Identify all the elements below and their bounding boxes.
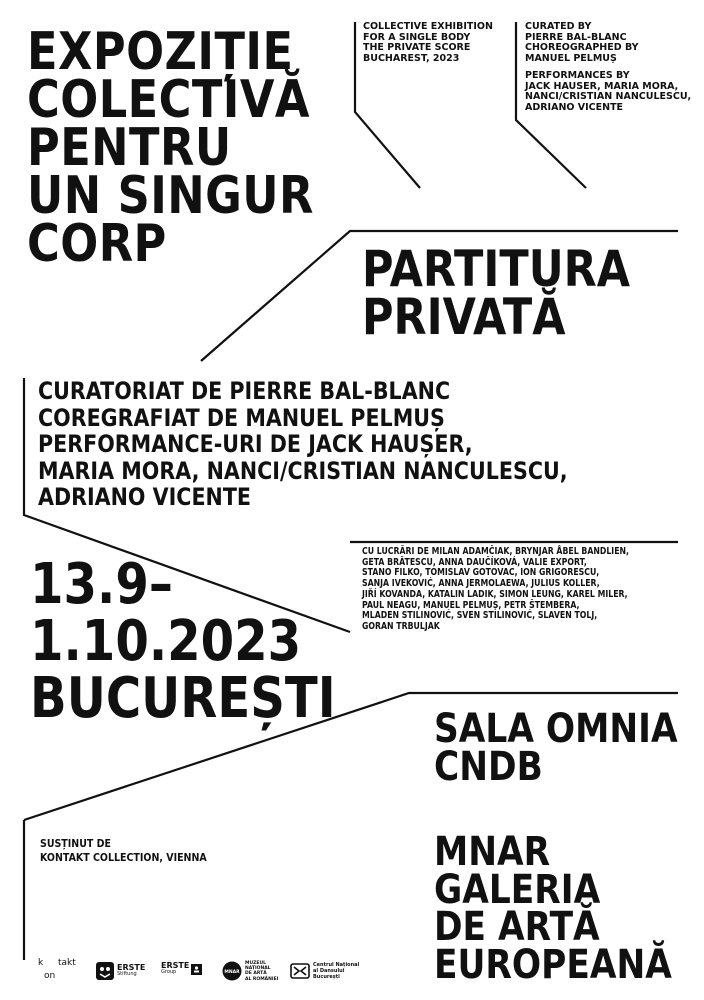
title-en-line-1: COLLECTIVE EXHIBITION — [363, 21, 493, 32]
title-line-1: EXPOZIȚIE — [27, 22, 294, 82]
credits-ro-line-2: COREGRAFIAT DE MANUEL PELMUȘ — [38, 403, 445, 432]
exhibition-dates — [30, 552, 385, 731]
venue-2 — [434, 829, 704, 988]
artists-line-7: MLADEN STILINOVIĆ, SVEN STILINOVIĆ, SLAVEN TOLJ, — [362, 610, 598, 622]
artists-line-8: GORAN TRBULJAK — [362, 620, 440, 632]
credits-en-perf-1: PERFORMANCES BY — [525, 70, 630, 81]
credits-ro-line-3: PERFORMANCE-URI DE JACK HAUȘER, — [38, 430, 473, 458]
credits-ro-line-5: ADRIANO VICENTE — [38, 483, 252, 511]
erste-stiftung-icon — [96, 962, 114, 980]
venue-2-line-3: DE ARTĂ — [434, 904, 600, 950]
artists-line-4: SANJA IVEKOVIĆ, ANNA JERMOLAEWA, JULIUS KOLLER, — [362, 578, 600, 590]
credits-ro — [38, 379, 654, 512]
credits-en-perf-3: NANCI/CRISTIAN NANCULESCU, — [525, 91, 692, 103]
credits-en-curated — [525, 22, 639, 64]
credits-en-perf-2: JACK HAUSER, MARIA MORA, — [525, 80, 679, 92]
credits-ro-line-1: CURATORIAT DE PIERRE BAL-BLANC — [38, 377, 451, 405]
credits-en-curated-2: PIERRE BAL-BLANC — [525, 31, 627, 43]
venue-1-line-2: CNDB — [434, 743, 543, 790]
main-title-ro — [27, 22, 361, 274]
subtitle-line-1: PARTITURA — [362, 240, 630, 298]
artists-line-3: STANO FILKO, TOMISLAV GOTOVAC, ION GRIGORESCU, — [362, 567, 600, 579]
credits-en-curated-4: MANUEL PELMUȘ — [525, 52, 617, 64]
city: BUCUREȘTI — [30, 666, 336, 731]
subtitle-line-2: PRIVATĂ — [362, 288, 566, 346]
venue-1 — [434, 706, 704, 790]
venue-2-line-2: GALERIA — [434, 866, 601, 913]
venue-2-line-1: MNAR — [434, 829, 551, 875]
title-en-line-4: BUCHAREST, 2023 — [363, 52, 460, 64]
support-credit — [40, 837, 234, 865]
venue-1-line-1: SALA OMNIA — [434, 706, 678, 752]
support-line-2: KONTAKT COLLECTION, VIENNA — [40, 851, 207, 864]
artists-list — [362, 547, 688, 633]
date-start: 13.9– — [30, 552, 173, 617]
mnar-logo: MNAR MUZEUL NAȚIONAL DE ARTĂ AL ROMÂNIEI — [222, 961, 278, 982]
title-line-3: PENTRU — [27, 118, 232, 178]
credits-en-perf-4: ADRIANO VICENTE — [525, 101, 624, 113]
title-en — [363, 22, 493, 64]
venue-2-line-4: EUROPEANĂ — [434, 941, 672, 988]
credits-en-curated-3: CHOREOGRAPHED BY — [525, 42, 639, 54]
artists-line-1: CU LUCRĂRI DE MILAN ADAMČIAK, BRYNJAR ÅBEL BANDLIEN, — [362, 546, 630, 557]
credits-en-performances — [525, 71, 691, 113]
title-line-2: COLECTIVĂ — [27, 70, 310, 130]
title-line-4: UN SINGUR — [27, 166, 314, 226]
title-en-line-2: FOR A SINGLE BODY — [363, 31, 471, 43]
erste-stiftung-logo: ERSTE Stiftung — [96, 962, 145, 980]
artists-line-6: PAUL NEAGU, MANUEL PELMUȘ, PETR ŠTEMBERA, — [362, 599, 580, 611]
kontakt-logo: k takt on — [38, 958, 76, 981]
subtitle-ro — [362, 240, 674, 346]
title-line-5: CORP — [27, 214, 167, 274]
cndb-logo: Centrul Național al Dansului București — [290, 962, 359, 980]
date-end: 1.10.2023 — [30, 609, 302, 674]
artists-line-5: JIŘÍ KOVANDA, KATALIN LADIK, SIMON LEUNG, KAREL MILER, — [362, 588, 628, 600]
credits-ro-line-4: MARIA MORA, NANCI/CRISTIAN NANCULESCU, — [38, 456, 568, 485]
title-en-line-3: THE PRIVATE SCORE — [363, 42, 471, 54]
erste-group-logo: ERSTE Group — [161, 962, 202, 976]
cndb-icon — [290, 963, 310, 979]
credits-en-curated-1: CURATED BY — [525, 21, 592, 32]
artists-line-2: GETA BRĂTESCU, ANNA DAUČÍKOVÁ, VALIE EXPORT, — [362, 556, 587, 568]
support-line-1: SUSȚINUT DE — [40, 837, 111, 850]
mnar-icon — [222, 961, 242, 981]
svg-text:MNAR: MNAR — [224, 970, 240, 976]
erste-group-icon — [191, 964, 202, 975]
